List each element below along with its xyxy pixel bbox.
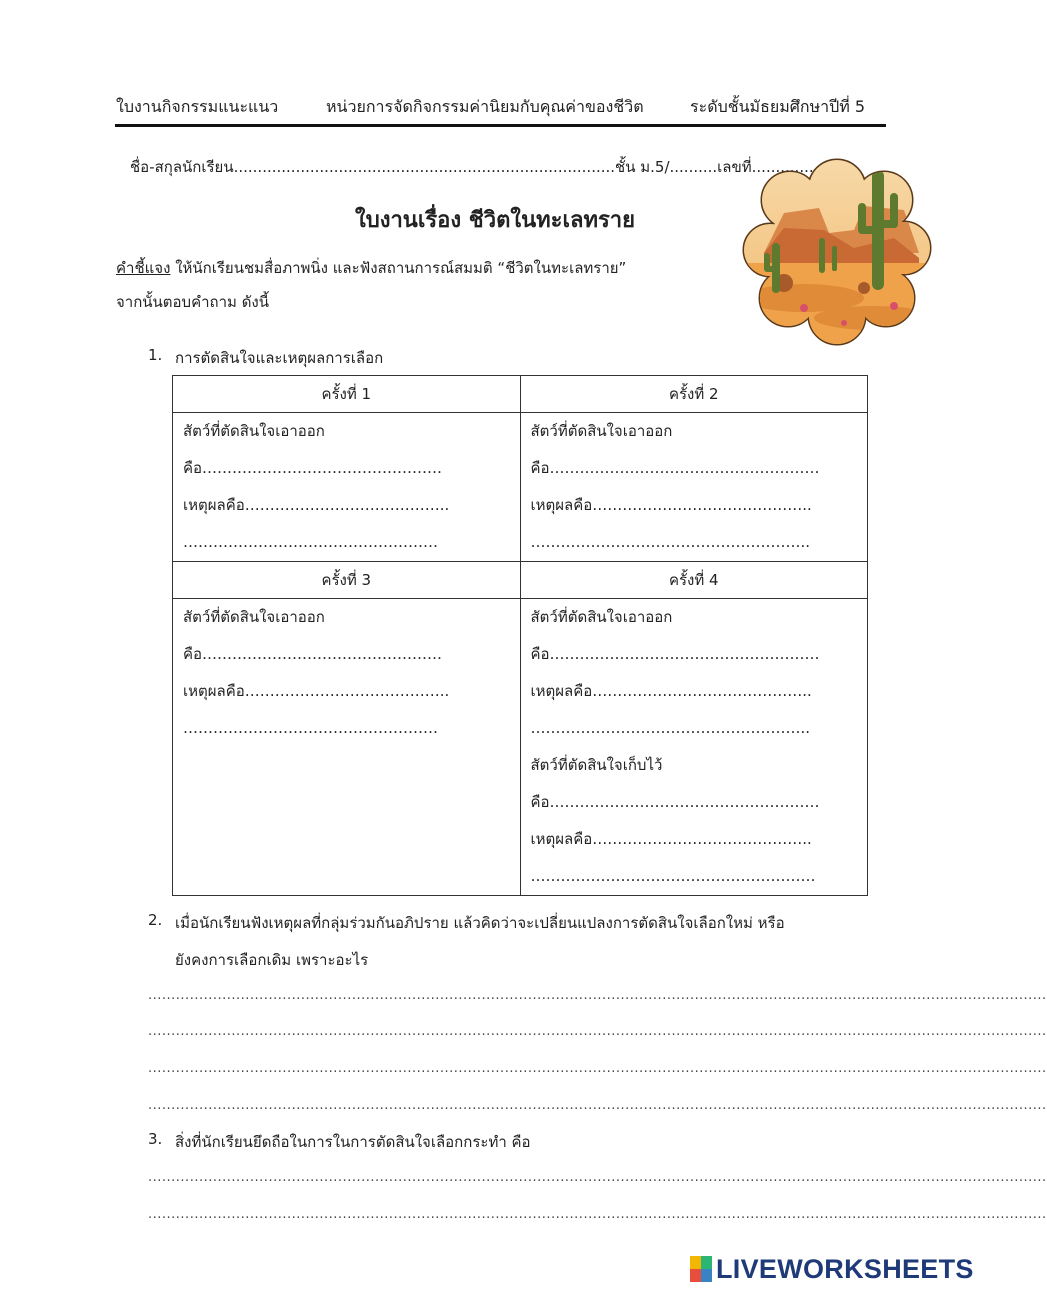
header-rule xyxy=(115,124,886,127)
round-2-header: ครั้งที่ 2 xyxy=(520,376,868,413)
round-4-cell xyxy=(520,599,868,896)
round-4-keep-label: สัตว์ที่ตัดสินใจเก็บไว้ xyxy=(530,756,663,774)
q1-number: 1. xyxy=(148,346,163,364)
round-4-label: สัตว์ที่ตัดสินใจเอาออก xyxy=(530,608,673,626)
round-1-header: ครั้งที่ 1 xyxy=(173,376,521,413)
q2-line-1: เมื่อนักเรียนฟังเหตุผลที่กลุ่มร่วมกันอภิปราย แล้วคิดว่าจะเปลี่ยนแปลงการตัดสินใจเลือกใหม่ หรือ xyxy=(175,914,785,932)
instruction-line-2: จากนั้นตอบคำถาม ดังนี้ xyxy=(116,293,270,311)
round-3-reason-field-2[interactable]: …………………………………………… xyxy=(183,719,438,737)
q2-line-2: ยังคงการเลือกเดิม เพราะอะไร xyxy=(175,951,369,969)
liveworksheets-logo-text: LIVEWORKSHEETS xyxy=(716,1253,974,1284)
round-2-reason-field-2[interactable]: ……………………………………………….. xyxy=(530,533,811,551)
q3-text: สิ่งที่นักเรียนยึดถือในการในการตัดสินใจเลือกกระทำ คือ xyxy=(175,1133,531,1151)
round-3-reason-field[interactable]: เหตุผลคือ………………………………….. xyxy=(183,682,450,700)
round-2-cell xyxy=(520,413,868,562)
q3-answer-line-2[interactable]: .................................................................................................................................................................................................. xyxy=(148,1207,1047,1222)
instruction-label: คำชี้แจง xyxy=(116,259,171,277)
round-4-header: ครั้งที่ 4 xyxy=(520,562,868,599)
round-1-reason-field[interactable]: เหตุผลคือ………………………………….. xyxy=(183,496,450,514)
q3-number: 3. xyxy=(148,1130,163,1148)
decision-table xyxy=(172,375,868,896)
header-left: ใบงานกิจกรรมแนะแนว xyxy=(116,97,279,116)
q2-answer-line-2[interactable]: .................................................................................................................................................................................................. xyxy=(148,1024,1047,1039)
round-2-animal-field[interactable]: คือ……………………………………………… xyxy=(530,459,820,477)
q2-answer-line-4[interactable]: .................................................................................................................................................................................................. xyxy=(148,1098,1047,1113)
round-4-keep-animal-field[interactable]: คือ……………………………………………… xyxy=(530,793,820,811)
liveworksheets-logo[interactable] xyxy=(690,1252,974,1286)
round-3-animal-field[interactable]: คือ………………………………………… xyxy=(183,645,443,663)
round-1-cell xyxy=(173,413,521,562)
page-title: ใบงานเรื่อง ชีวิตในทะเลทราย xyxy=(355,208,636,233)
round-3-label: สัตว์ที่ตัดสินใจเอาออก xyxy=(183,608,325,626)
round-2-reason-field[interactable]: เหตุผลคือ…………………………………….. xyxy=(530,496,812,514)
header-right: ระดับชั้นมัธยมศึกษาปีที่ 5 xyxy=(690,97,866,116)
round-4-reason-field[interactable]: เหตุผลคือ…………………………………….. xyxy=(530,682,812,700)
header-center: หน่วยการจัดกิจกรรมค่านิยมกับคุณค่าของชีวิต xyxy=(326,97,644,116)
round-4-animal-field[interactable]: คือ……………………………………………… xyxy=(530,645,820,663)
round-1-label: สัตว์ที่ตัดสินใจเอาออก xyxy=(183,422,325,440)
round-2-label: สัตว์ที่ตัดสินใจเอาออก xyxy=(530,422,673,440)
round-4-keep-reason-field[interactable]: เหตุผลคือ…………………………………….. xyxy=(530,830,812,848)
round-4-keep-reason-field-2[interactable]: ………………………………………………… xyxy=(530,867,816,885)
liveworksheets-logo-icon xyxy=(690,1256,712,1282)
q1-text: การตัดสินใจและเหตุผลการเลือก xyxy=(175,349,384,367)
q2-number: 2. xyxy=(148,911,163,929)
desert-cactus-illustration xyxy=(744,158,930,344)
instruction-text: ให้นักเรียนชมสื่อภาพนิ่ง และฟังสถานการณ์สมมติ “ชีวิตในทะเลทราย” xyxy=(170,259,627,277)
round-3-cell xyxy=(173,599,521,896)
q2-answer-line-3[interactable]: .................................................................................................................................................................................................. xyxy=(148,1061,1047,1076)
round-3-header: ครั้งที่ 3 xyxy=(173,562,521,599)
student-name-line[interactable]: ชื่อ-สกุลนักเรียน................................................................................ชั้น ม.5/..........เลขที่.............. xyxy=(130,158,819,176)
round-4-reason-field-2[interactable]: ……………………………………………….. xyxy=(530,719,811,737)
round-1-reason-field-2[interactable]: …………………………………………… xyxy=(183,533,438,551)
q3-answer-line-1[interactable]: .................................................................................................................................................................................................. xyxy=(148,1170,1047,1185)
q2-answer-line-1[interactable]: .................................................................................................................................................................................................. xyxy=(148,988,1047,1003)
instruction-line-1 xyxy=(116,256,626,280)
round-1-animal-field[interactable]: คือ………………………………………… xyxy=(183,459,443,477)
